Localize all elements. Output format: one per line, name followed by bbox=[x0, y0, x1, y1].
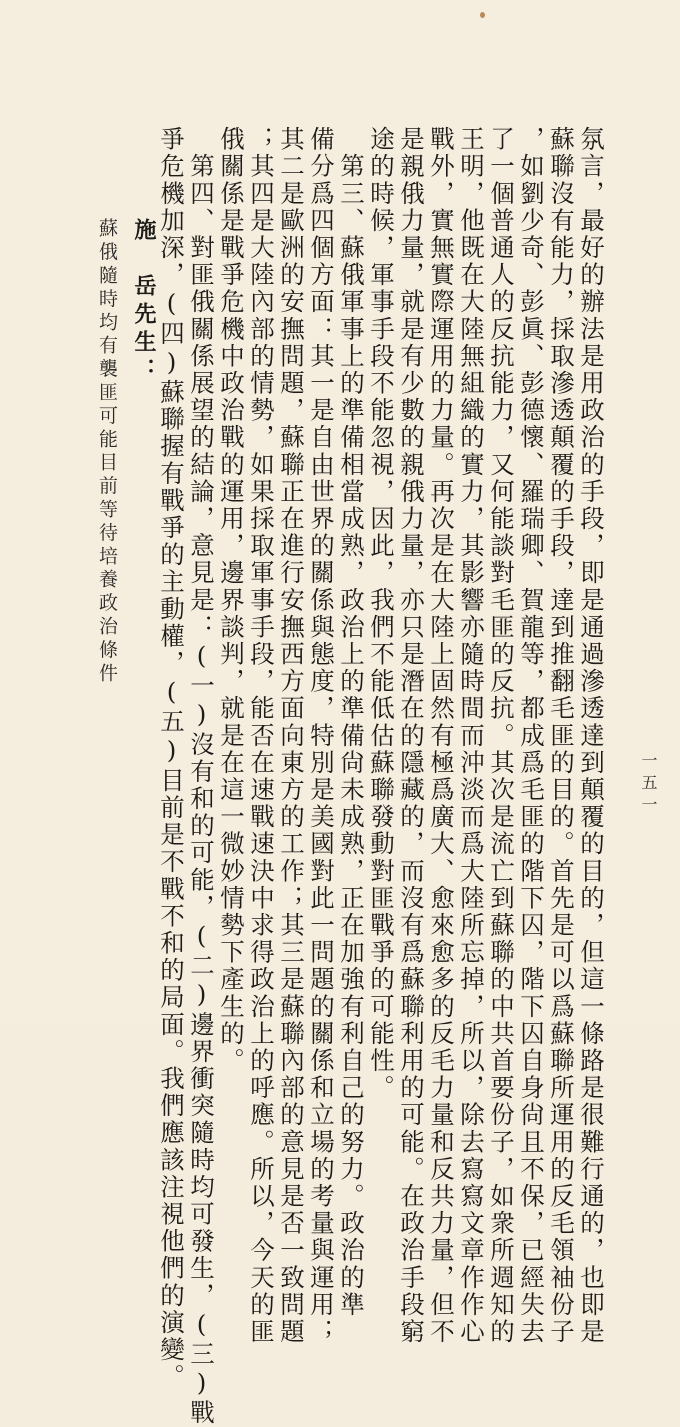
text-column-15: 爭危機加深，(四)蘇聯握有戰爭的主動權，(五)目前是不戰不和的局面。我們應該注視他們的演變。 bbox=[157, 126, 186, 1391]
speech-subtitle: 蘇俄隨時均有襲匪可能目前等待培養政治條件 bbox=[96, 218, 118, 686]
text-column-8: 途的時候，軍事手段不能忽視，因此，我們不能低估蘇聯發動對匪戰爭的可能性。 bbox=[367, 126, 396, 1102]
text-column-1: 氛言，最好的辦法是用政治的手段，即是通過滲透達到顛覆的目的，但這一條路是很難行通的，也即是 bbox=[577, 126, 606, 1346]
text-column-2: 蘇聯沒有能力，採取滲透顛覆的手段，達到推翻毛匪的目的。首先是可以爲蘇聯所運用的反毛領袖份子 bbox=[547, 126, 576, 1346]
text-column-10: 備分爲四個方面：其一是自由世界的關係與態度，特別是美國對此一問題的關係和立場的考量與運用； bbox=[307, 126, 336, 1346]
text-column-12: ；其四是大陸內部的情勢，如果採取軍事手段，能否在速戰速決中求得政治上的呼應。所以，今天的匪 bbox=[247, 126, 276, 1346]
text-column-6: 戰外，實無實際運用的力量。再次是在大陸上固然有極爲廣大、愈來愈多的反毛力量和反共力量，但不 bbox=[427, 126, 456, 1346]
text-column-13: 俄關係是戰爭危機中政治戰的運用，邊界談判，就是在這一微妙情勢下產生的。 bbox=[217, 126, 246, 1075]
text-column-14: 第四、對匪俄關係展望的結論，意見是：(一)沒有和的可能，(二)邊界衝突隨時均可發生，(三)戰 bbox=[187, 126, 216, 1427]
page-number: 一五一 bbox=[639, 752, 658, 818]
text-column-4: 了一個普通人的反抗能力，又何能談對毛匪的反抗。其次是流亡到蘇聯的中共首要份子，如衆所週知的 bbox=[487, 126, 516, 1346]
text-column-9: 第三、蘇俄軍事上的準備相當成熟，政治上的準備尙未成熟，正在加強有利自己的努力。政治的準 bbox=[337, 126, 366, 1319]
text-column-3: ，如劉少奇、彭眞、彭德懷、羅瑞卿、賀龍等，都成爲毛匪的階下囚，階下囚自身尙且不保，已經失去 bbox=[517, 126, 546, 1346]
text-column-7: 是親俄力量，就是有少數的親俄力量，亦只是潛在的隱藏的，而沒有爲蘇聯利用的可能。在政治手段窮 bbox=[397, 126, 426, 1346]
text-column-11: 其二是歐洲的安撫問題，蘇聯正在進行安撫西方面向東方的工作；其三是蘇聯內部的意見是否一致問題 bbox=[277, 126, 306, 1346]
speaker-heading: 施 岳先生： bbox=[131, 218, 156, 386]
ink-speck bbox=[480, 12, 485, 18]
text-column-5: 王明，他既在大陸無組織的實力，其影響亦隨時間而沖淡而爲大陸所忘掉，所以，除去寫寫文章作作心 bbox=[457, 126, 486, 1346]
